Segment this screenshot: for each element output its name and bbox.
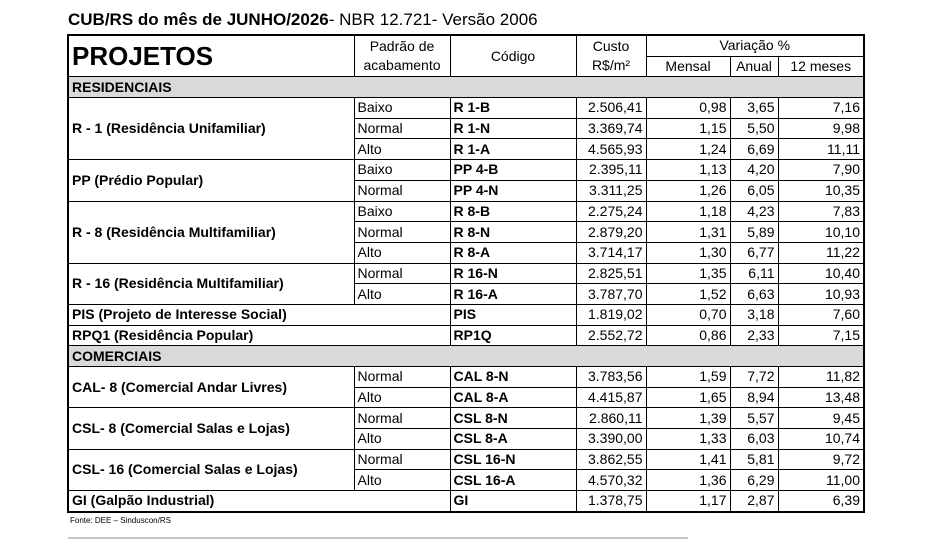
mensal-cell: 1,30 — [646, 242, 730, 263]
codigo-cell: R 16-A — [450, 284, 576, 305]
project-name: R - 16 (Residência Multifamiliar) — [68, 263, 354, 304]
project-name: RPQ1 (Residência Popular) — [68, 325, 450, 346]
mensal-cell: 1,36 — [646, 470, 730, 491]
codigo-cell: PP 4-N — [450, 180, 576, 201]
doze-meses-cell: 7,83 — [778, 201, 864, 222]
mensal-cell: 1,33 — [646, 429, 730, 450]
codigo-cell: CSL 16-N — [450, 449, 576, 470]
padrao-cell: Normal — [354, 408, 450, 429]
table-row — [68, 263, 864, 284]
custo-cell: 2.395,11 — [576, 160, 646, 181]
custo-cell: 2.825,51 — [576, 263, 646, 284]
cropped-footer-text — [68, 534, 688, 540]
source-note: Fonte: DEE – Sinduscon/RS — [70, 516, 171, 525]
custo-cell: 1.378,75 — [576, 491, 646, 512]
header-codigo: Código — [450, 35, 576, 77]
mensal-cell: 0,70 — [646, 304, 730, 325]
header-12-meses: 12 meses — [778, 56, 864, 77]
project-name: R - 8 (Residência Multifamiliar) — [68, 201, 354, 263]
table-row — [68, 325, 864, 346]
project-name: GI (Galpão Industrial) — [68, 491, 450, 512]
padrao-cell: Alto — [354, 470, 450, 491]
doze-meses-cell: 7,15 — [778, 325, 864, 346]
project-name: CSL- 16 (Comercial Salas e Lojas) — [68, 449, 354, 490]
anual-cell: 3,18 — [730, 304, 778, 325]
anual-cell: 6,63 — [730, 284, 778, 305]
padrao-cell: Normal — [354, 118, 450, 139]
doze-meses-cell: 10,74 — [778, 429, 864, 450]
mensal-cell: 0,86 — [646, 325, 730, 346]
header-padrao-line1: Padrão de — [369, 38, 435, 55]
anual-cell: 6,11 — [730, 263, 778, 284]
custo-cell: 2.552,72 — [576, 325, 646, 346]
anual-cell: 5,50 — [730, 118, 778, 139]
header-mensal: Mensal — [646, 56, 730, 77]
padrao-cell: Baixo — [354, 160, 450, 181]
padrao-cell: Normal — [354, 222, 450, 243]
custo-cell: 3.862,55 — [576, 449, 646, 470]
padrao-cell: Alto — [354, 284, 450, 305]
header-variacao: Variação % — [646, 35, 864, 56]
padrao-cell: Normal — [354, 263, 450, 284]
anual-cell: 5,89 — [730, 222, 778, 243]
anual-cell: 4,20 — [730, 160, 778, 181]
anual-cell: 6,29 — [730, 470, 778, 491]
section-residenciais: RESIDENCIAIS — [68, 77, 864, 98]
padrao-cell: Alto — [354, 429, 450, 450]
mensal-cell: 1,41 — [646, 449, 730, 470]
codigo-cell: CSL 8-A — [450, 429, 576, 450]
mensal-cell: 0,98 — [646, 98, 730, 119]
doze-meses-cell: 9,45 — [778, 408, 864, 429]
section-row-comerciais — [68, 346, 864, 367]
mensal-cell: 1,24 — [646, 139, 730, 160]
custo-cell: 2.879,20 — [576, 222, 646, 243]
custo-cell: 2.860,11 — [576, 408, 646, 429]
header-custo — [576, 35, 646, 77]
codigo-cell: CSL 8-N — [450, 408, 576, 429]
project-name: CSL- 8 (Comercial Salas e Lojas) — [68, 408, 354, 449]
codigo-cell: R 8-A — [450, 242, 576, 263]
custo-cell: 2.506,41 — [576, 98, 646, 119]
doze-meses-cell: 11,22 — [778, 242, 864, 263]
anual-cell: 2,87 — [730, 491, 778, 512]
custo-cell: 3.783,56 — [576, 367, 646, 388]
anual-cell: 5,57 — [730, 408, 778, 429]
header-row-1 — [68, 35, 864, 56]
codigo-cell: PP 4-B — [450, 160, 576, 181]
codigo-cell: R 1-B — [450, 98, 576, 119]
header-padrao — [354, 35, 450, 77]
section-row-residenciais — [68, 77, 864, 98]
header-custo-line1: Custo — [592, 38, 630, 55]
table-row — [68, 367, 864, 388]
table-row — [68, 160, 864, 181]
anual-cell: 5,81 — [730, 449, 778, 470]
mensal-cell: 1,26 — [646, 180, 730, 201]
codigo-cell: PIS — [450, 304, 576, 325]
anual-cell: 8,94 — [730, 387, 778, 408]
doze-meses-cell: 10,10 — [778, 222, 864, 243]
custo-cell: 4.570,32 — [576, 470, 646, 491]
codigo-cell: R 1-A — [450, 139, 576, 160]
padrao-cell: Baixo — [354, 201, 450, 222]
project-name: PP (Prédio Popular) — [68, 160, 354, 201]
codigo-cell: R 8-B — [450, 201, 576, 222]
table-row — [68, 449, 864, 470]
table-row — [68, 491, 864, 512]
codigo-cell: R 16-N — [450, 263, 576, 284]
anual-cell: 6,05 — [730, 180, 778, 201]
padrao-cell: Alto — [354, 242, 450, 263]
header-padrao-line2: acabamento — [363, 57, 441, 74]
padrao-cell: Normal — [354, 449, 450, 470]
table-row — [68, 304, 864, 325]
mensal-cell: 1,31 — [646, 222, 730, 243]
padrao-cell: Alto — [354, 139, 450, 160]
codigo-cell: R 1-N — [450, 118, 576, 139]
doze-meses-cell: 11,00 — [778, 470, 864, 491]
anual-cell: 6,03 — [730, 429, 778, 450]
doze-meses-cell: 7,90 — [778, 160, 864, 181]
mensal-cell: 1,39 — [646, 408, 730, 429]
custo-cell: 3.714,17 — [576, 242, 646, 263]
padrao-cell: Normal — [354, 180, 450, 201]
anual-cell: 6,69 — [730, 139, 778, 160]
doze-meses-cell: 10,93 — [778, 284, 864, 305]
custo-cell: 4.565,93 — [576, 139, 646, 160]
doze-meses-cell: 11,82 — [778, 367, 864, 388]
project-name: PIS (Projeto de Interesse Social) — [68, 304, 450, 325]
custo-cell: 4.415,87 — [576, 387, 646, 408]
section-comerciais: COMERCIAIS — [68, 346, 864, 367]
custo-cell: 3.390,00 — [576, 429, 646, 450]
anual-cell: 4,23 — [730, 201, 778, 222]
doze-meses-cell: 9,98 — [778, 118, 864, 139]
doze-meses-cell: 13,48 — [778, 387, 864, 408]
custo-cell: 3.369,74 — [576, 118, 646, 139]
custo-cell: 1.819,02 — [576, 304, 646, 325]
project-name: CAL- 8 (Comercial Andar Livres) — [68, 367, 354, 408]
doze-meses-cell: 11,11 — [778, 139, 864, 160]
custo-cell: 2.275,24 — [576, 201, 646, 222]
anual-cell: 6,77 — [730, 242, 778, 263]
doze-meses-cell: 9,72 — [778, 449, 864, 470]
codigo-cell: RP1Q — [450, 325, 576, 346]
project-name: R - 1 (Residência Unifamiliar) — [68, 98, 354, 160]
mensal-cell: 1,65 — [646, 387, 730, 408]
header-anual: Anual — [730, 56, 778, 77]
mensal-cell: 1,52 — [646, 284, 730, 305]
padrao-cell: Alto — [354, 387, 450, 408]
doze-meses-cell: 10,35 — [778, 180, 864, 201]
doze-meses-cell: 10,40 — [778, 263, 864, 284]
doze-meses-cell: 6,39 — [778, 491, 864, 512]
codigo-cell: R 8-N — [450, 222, 576, 243]
codigo-cell: GI — [450, 491, 576, 512]
anual-cell: 2,33 — [730, 325, 778, 346]
custo-cell: 3.787,70 — [576, 284, 646, 305]
mensal-cell: 1,13 — [646, 160, 730, 181]
header-projetos: PROJETOS — [68, 35, 354, 77]
cub-table — [67, 34, 865, 513]
header-custo-line2: R$/m² — [591, 57, 631, 74]
custo-cell: 3.311,25 — [576, 180, 646, 201]
codigo-cell: CSL 16-A — [450, 470, 576, 491]
codigo-cell: CAL 8-A — [450, 387, 576, 408]
codigo-cell: CAL 8-N — [450, 367, 576, 388]
doze-meses-cell: 7,60 — [778, 304, 864, 325]
document-title — [68, 10, 538, 30]
mensal-cell: 1,59 — [646, 367, 730, 388]
mensal-cell: 1,18 — [646, 201, 730, 222]
mensal-cell: 1,15 — [646, 118, 730, 139]
table-row — [68, 201, 864, 222]
doze-meses-cell: 7,16 — [778, 98, 864, 119]
title-bold: CUB/RS do mês de JUNHO/2026 — [68, 10, 329, 29]
mensal-cell: 1,35 — [646, 263, 730, 284]
anual-cell: 3,65 — [730, 98, 778, 119]
padrao-cell: Normal — [354, 367, 450, 388]
table-row — [68, 98, 864, 119]
title-rest: - NBR 12.721- Versão 2006 — [328, 10, 538, 29]
table-row — [68, 408, 864, 429]
padrao-cell: Baixo — [354, 98, 450, 119]
mensal-cell: 1,17 — [646, 491, 730, 512]
anual-cell: 7,72 — [730, 367, 778, 388]
